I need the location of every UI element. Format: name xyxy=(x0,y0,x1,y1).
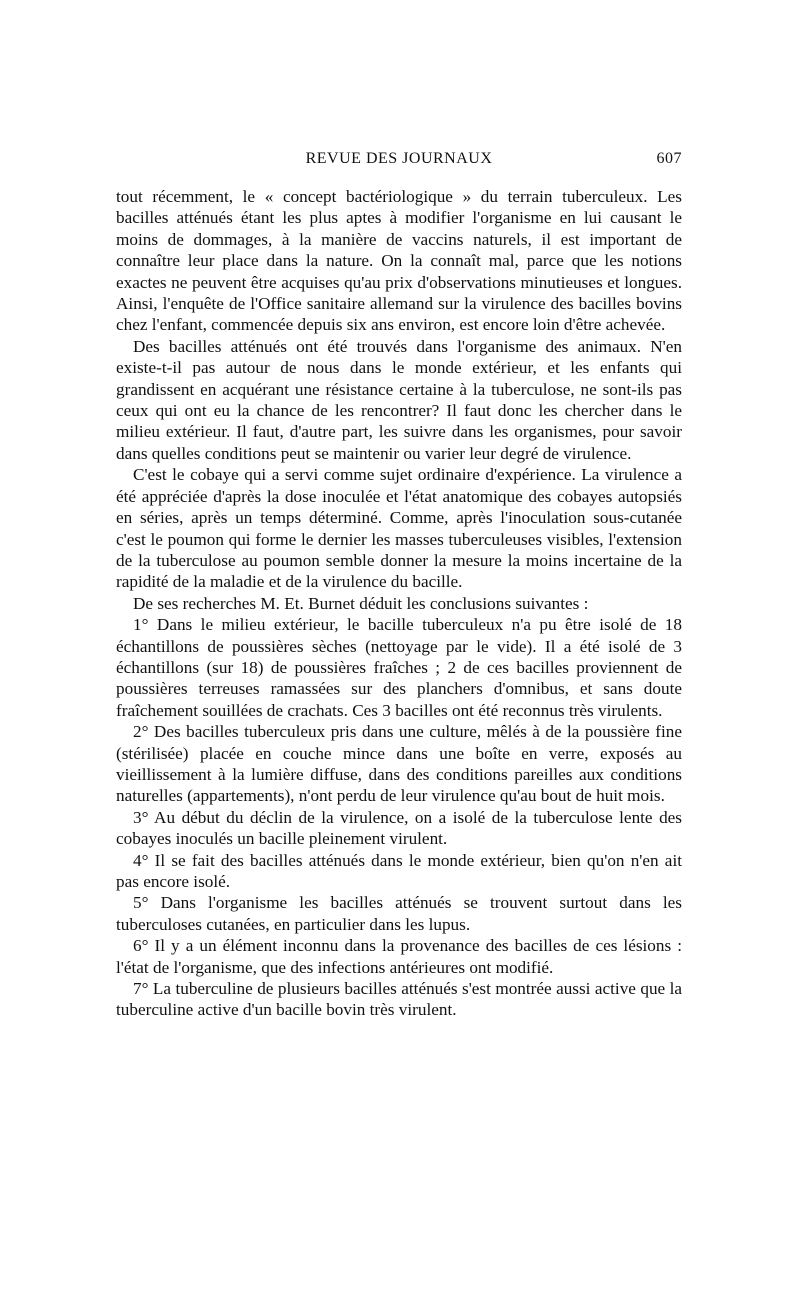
paragraph-attenuated-bacilli: Des bacilles atténués ont été trouvés dans l'organisme des animaux. N'en existe-t-il pas autour de nous dans le monde extérieur, et les enfants qui grandissent en acquérant une résistance certaine à la tuberculose, ne sont-ils pas ceux qui ont eu la chance de les rencontrer? Il faut donc les chercher dans le milieu extérieur. Il faut, d'autre part, les suivre dans les organismes, pour savoir dans quelles conditions peut se maintenir ou varier leur degré de virulence. xyxy=(116,336,682,463)
paragraph-guinea-pig: C'est le cobaye qui a servi comme sujet ordinaire d'expérience. La virulence a été appréciée d'après la dose inoculée et l'état anatomique des cobayes autopsiés en séries, après un temps déterminé. Comme, après l'inoculation sous-cutanée c'est le poumon qui forme le dernier les masses tuberculeuses visibles, l'extension de la tuberculose au poumon semble donner la mesure la moins incertaine de la rapidité de la maladie et de la virulence du bacille. xyxy=(116,465,682,592)
conclusion-2: 2° Des bacilles tuberculeux pris dans une culture, mêlés à de la poussière fine (stérilisée) placée en couche mince dans une boîte en verre, exposés au vieillissement à la lumière diffuse, dans des conditions pareilles aux conditions naturelles (appartements), n'ont perdu de leur virulence qu'au bout de huit mois. xyxy=(116,722,682,806)
journal-section-title: REVUE DES JOURNAUX xyxy=(305,150,493,167)
conclusion-1: 1° Dans le milieu extérieur, le bacille tuberculeux n'a pu être isolé de 18 échantillons de poussières sèches (nettoyage par le vide). Il a été isolé de 3 échantillons (sur 18) de poussières fraîches ; 2 de ces bacilles proviennent de poussières terreuses ramassées sur des planchers d'omnibus, et sans doute fraîchement souillées de crachats. Ces 3 bacilles ont été reconnus très virulents. xyxy=(116,615,682,720)
conclusion-5: 5° Dans l'organisme les bacilles atténués se trouvent surtout dans les tuberculoses cutanées, en particulier dans les lupus. xyxy=(116,893,682,934)
page-number: 607 xyxy=(656,150,682,167)
article-body xyxy=(116,186,682,1021)
conclusion-3: 3° Au début du déclin de la virulence, on a isolé de la tuberculose lente des cobayes inoculés un bacille pleinement virulent. xyxy=(116,807,682,849)
conclusion-6: 6° Il y a un élément inconnu dans la provenance des bacilles de ces lésions : l'état de l'organisme, que des infections antérieures ont modifié. xyxy=(116,936,682,977)
conclusion-4: 4° Il se fait des bacilles atténués dans le monde extérieur, bien qu'on n'en ait pas encore isolé. xyxy=(116,850,682,891)
conclusion-7: 7° La tuberculine de plusieurs bacilles atténués s'est montrée aussi active que la tuberculine active d'un bacille bovin très virulent. xyxy=(116,979,682,1020)
paragraph-conclusions-intro: De ses recherches M. Et. Burnet déduit les conclusions suivantes : xyxy=(133,593,589,613)
running-head xyxy=(116,150,682,174)
paragraph-continuation: tout récemment, le « concept bactériologique » du terrain tuberculeux. Les bacilles atténués étant les plus aptes à modifier l'organisme en lui causant le moins de dommages, à la manière de vaccins naturels, il est important de connaître leur place dans la nature. On la connaît mal, parce que les notions exactes ne peuvent être acquises qu'au prix d'observations minutieuses et longues. Ainsi, l'enquête de l'Office sanitaire allemand sur la virulence des bacilles bovins chez l'enfant, commencée depuis six ans environ, est encore loin d'être achevée. xyxy=(116,187,682,335)
